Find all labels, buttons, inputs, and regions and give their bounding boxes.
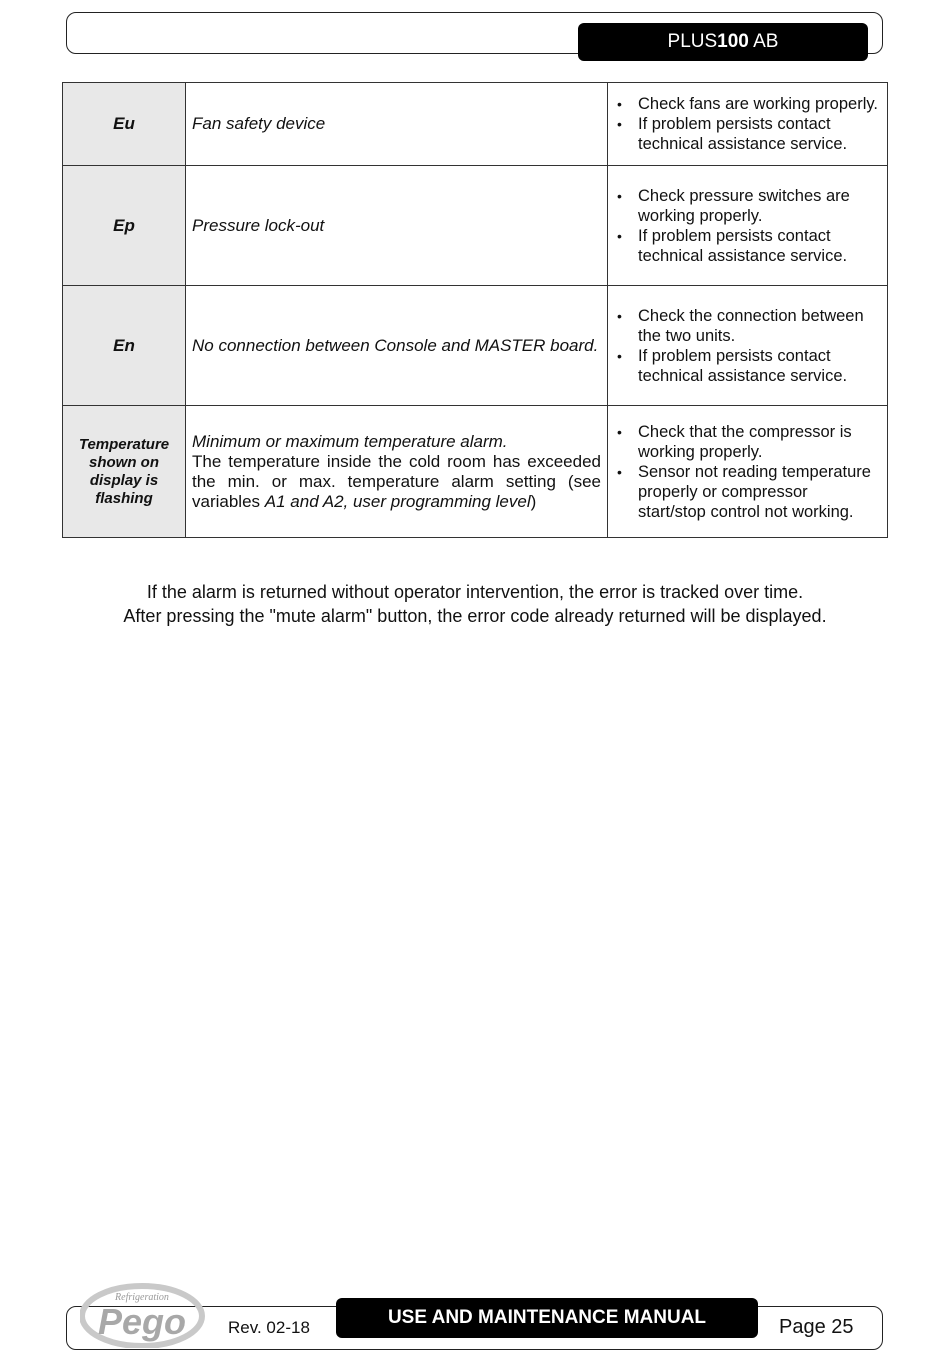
notes — [0, 580, 950, 628]
alarm-description: No connection between Console and MASTER board. — [186, 286, 608, 406]
table-row — [63, 166, 888, 286]
solution-item: • Check fans are working properly. — [614, 94, 879, 114]
model-prefix: PLUS — [667, 31, 718, 52]
description-title: Minimum or maximum temperature alarm. — [192, 431, 508, 451]
solution-item: • Check that the compressor is working properly. — [614, 422, 879, 462]
table-row — [63, 83, 888, 166]
alarm-solutions — [608, 166, 888, 286]
alarm-description: Fan safety device — [186, 83, 608, 166]
solution-item: • If problem persists contact technical assistance service. — [614, 226, 879, 266]
alarm-code: Eu — [63, 83, 186, 166]
alarm-code: En — [63, 286, 186, 406]
alarm-code: Ep — [63, 166, 186, 286]
solution-item: • If problem persists contact technical assistance service. — [614, 114, 879, 154]
solution-item: • Check pressure switches are working properly. — [614, 186, 879, 226]
solution-item: • Sensor not reading temperature properly or compressor start/stop control not working. — [614, 462, 879, 522]
solution-item: • If problem persists contact technical assistance service. — [614, 346, 879, 386]
table-row — [63, 286, 888, 406]
revision: Rev. 02-18 — [228, 1318, 310, 1337]
description-text: The temperature inside the cold room has exceeded the min. or max. temperature alarm setting (see variables — [192, 451, 601, 511]
table-row — [63, 406, 888, 538]
model-number: 100 — [717, 31, 749, 52]
description-body — [192, 452, 601, 512]
manual-title: USE AND MAINTENANCE MANUAL — [336, 1298, 758, 1338]
alarm-solutions — [608, 406, 888, 538]
alarm-solutions — [608, 83, 888, 166]
solution-item: • Check the connection between the two units. — [614, 306, 879, 346]
alarm-code: Temperature shown on display is flashing — [63, 406, 186, 538]
note-line: After pressing the "mute alarm" button, the error code already returned will be displayed. — [123, 606, 827, 626]
description-end: ) — [530, 491, 537, 511]
logo-subtitle: Refrigeration — [115, 1292, 169, 1303]
alarm-description — [186, 406, 608, 538]
alarm-table — [62, 82, 888, 538]
model-suffix: AB — [748, 31, 779, 52]
alarm-description: Pressure lock-out — [186, 166, 608, 286]
alarm-solutions — [608, 286, 888, 406]
description-reference: A1 and A2, user programming level — [264, 491, 531, 511]
model-title — [578, 23, 868, 61]
pego-logo — [80, 1278, 205, 1348]
page-number: Page 25 — [779, 1316, 854, 1338]
note-line: If the alarm is returned without operator intervention, the error is tracked over time. — [146, 582, 804, 602]
logo-text: Pego — [97, 1301, 187, 1342]
